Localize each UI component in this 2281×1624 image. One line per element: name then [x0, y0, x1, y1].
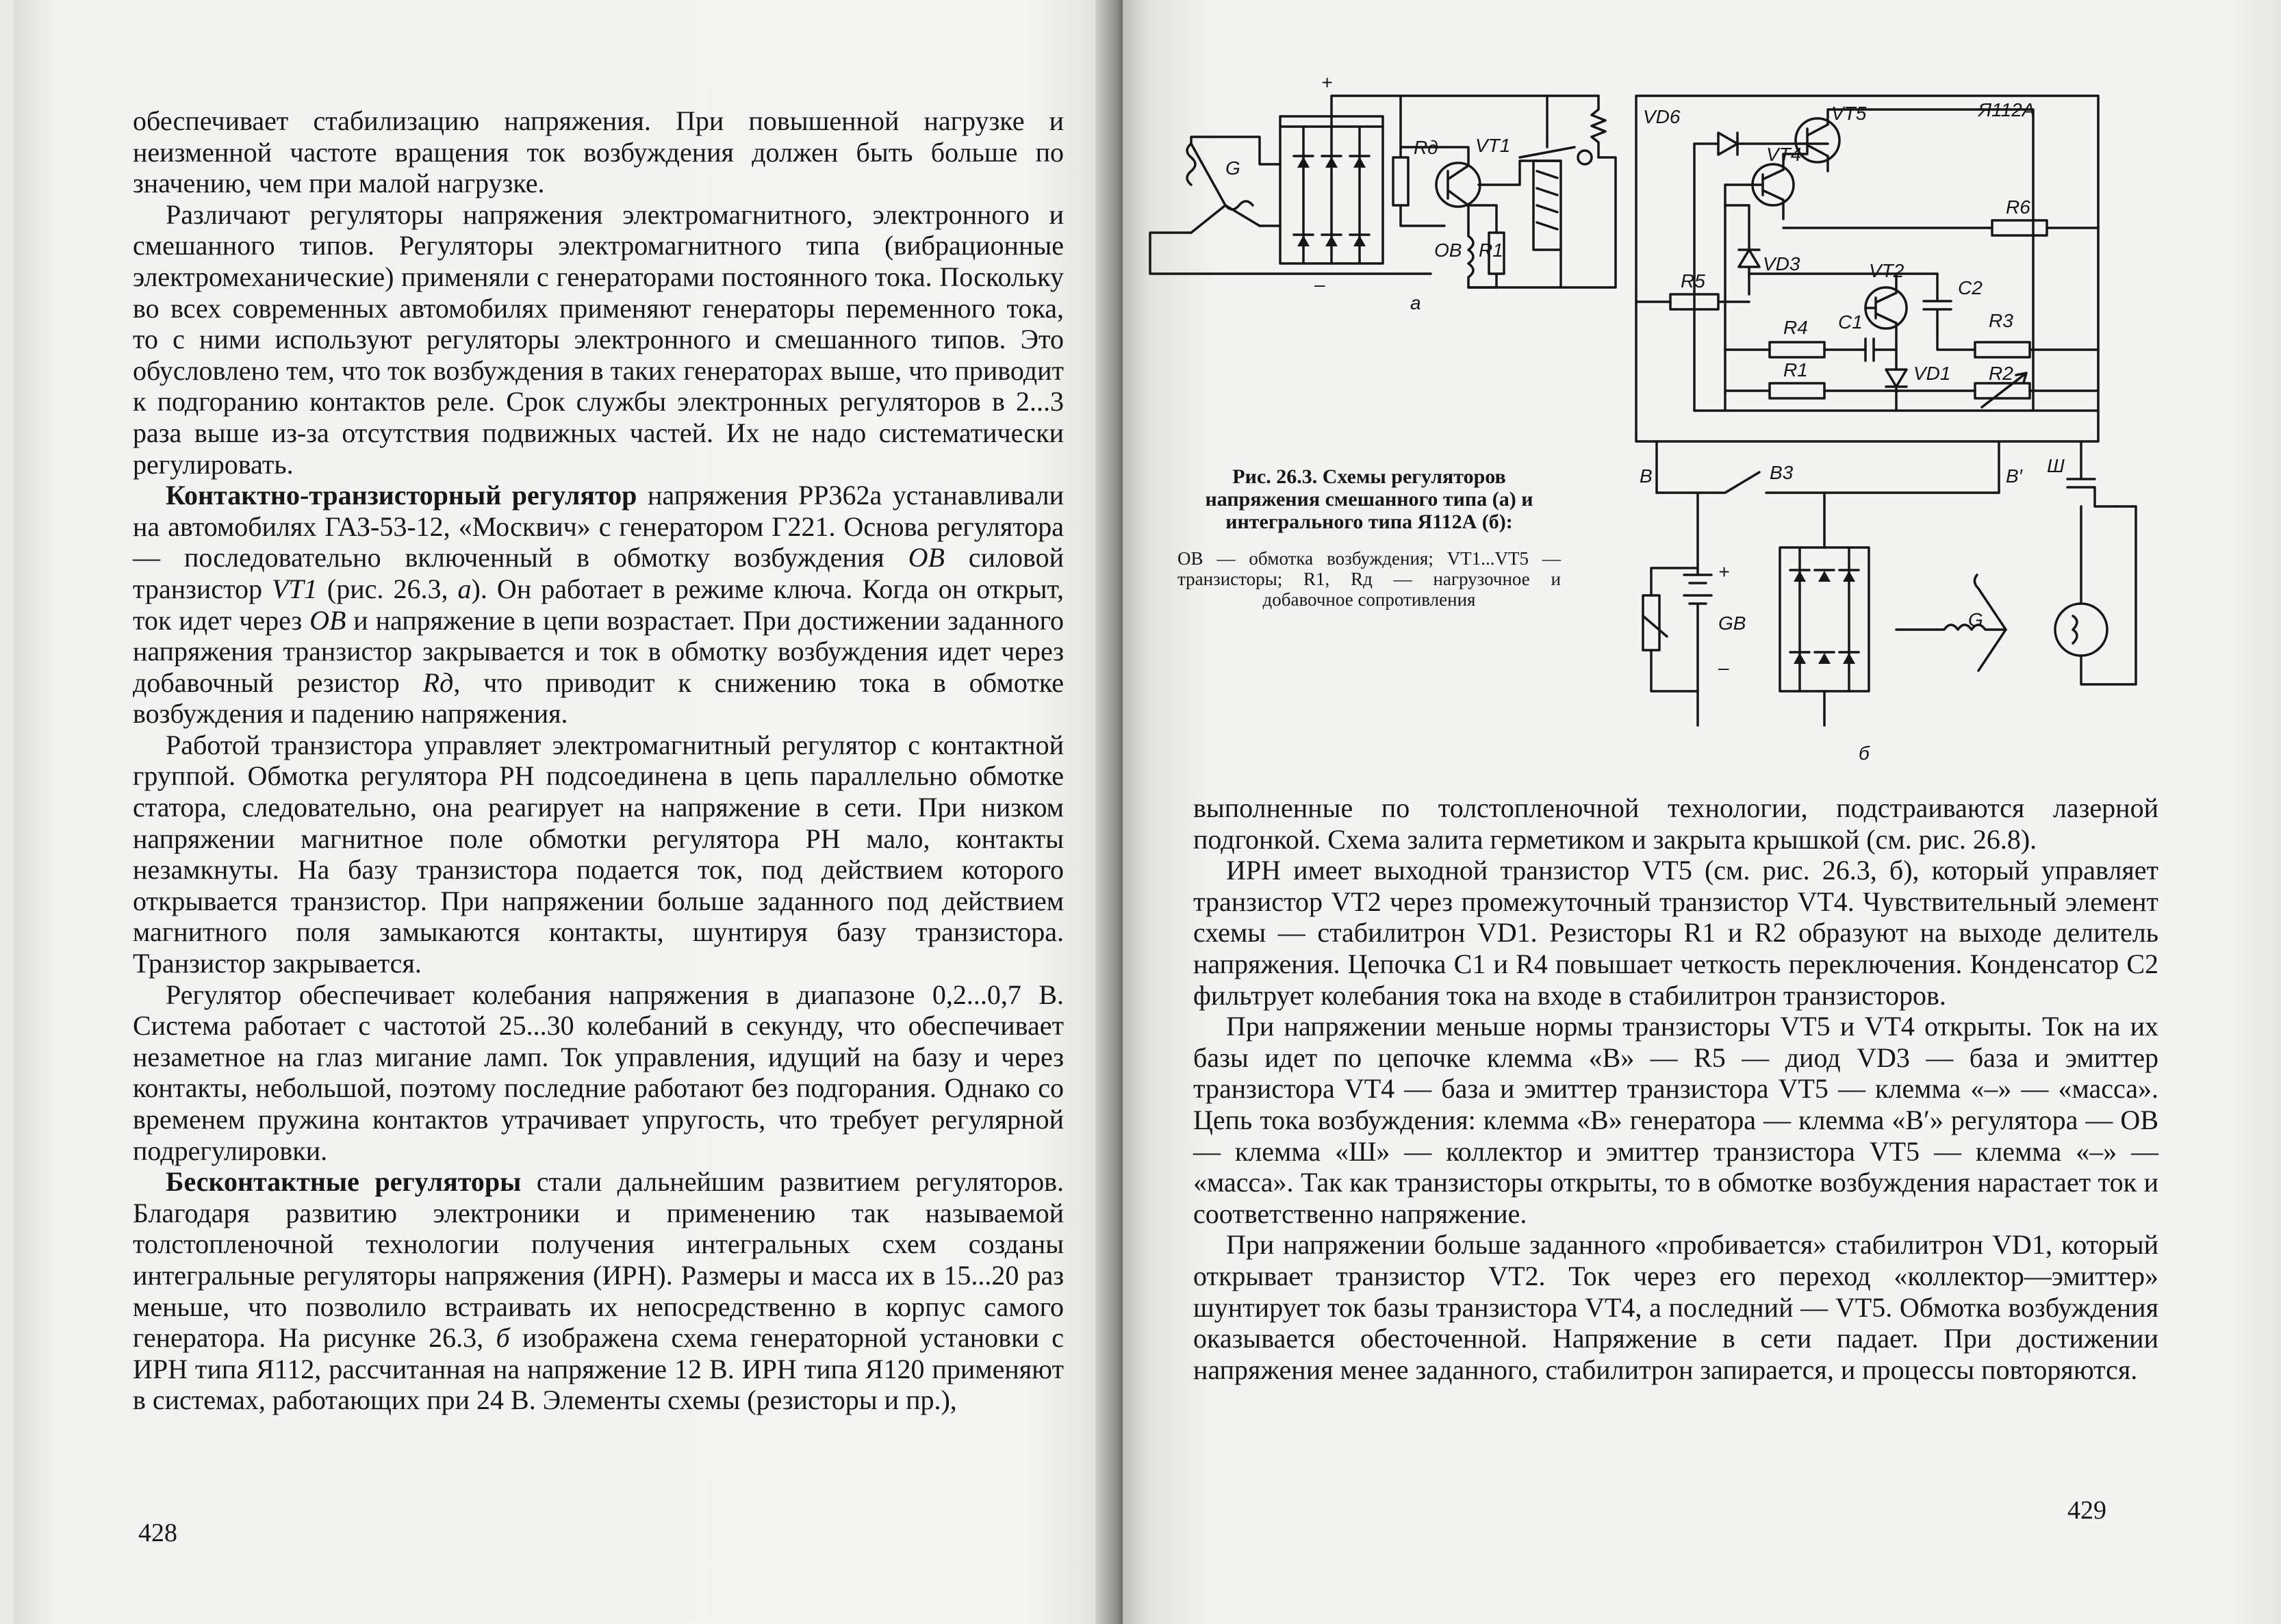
- paragraph-contactless-regulator: Бесконтактные регуляторы стали дальнейшим развитием регуляторов. Благодаря развитию электроники и применению так называемой толстопленочной технологии получения интегральных схем созданы интегральные регуляторы напряжения (ИРН). Размеры и масса их в 15...20 раз меньше, что позволило встраивать их непосредственно в корпус самого генератора. На рисунке 26.3, б изображена схема генераторной установки с ИРН типа Я112, рассчитанная на напряжение 12 В. ИРН типа Я120 применяют в системах, работающих при 24 В. Элементы схемы (резисторы и пр.),: [133, 1166, 1065, 1416]
- label-rd: Rд: [1414, 137, 1438, 158]
- page-number-left: 428: [138, 1519, 177, 1547]
- label-ob: ОВ: [1434, 240, 1462, 261]
- paragraph: Регулятор обеспечивает колебания напряжения в диапазоне 0,2...0,7 В. Система работает с частотой 25...30 колебаний в секунду, что обеспечивает незаметное на глаз мигание ламп. Ток управления, идущий на базу и через контакты, небольшой, поэтому последние работают без подгорания. Однако со временем пружина контактов утрачивает упругость, что требует регулярной подрегулировки.: [133, 979, 1064, 1166]
- label-r2: R2: [1989, 363, 2013, 384]
- label-figure-b: б: [1859, 743, 1870, 764]
- paragraph: При напряжении больше заданного «пробивается» стабилитрон VD1, который открывает транзистор VT2. Ток через его переход «коллектор—эмиттер» шунтирует ток базы транзистора VT4, а последний — VT5. Обмотка возбуждения оказывается обесточенной. Напряжение в сети падает. При достижении напряжения менее заданного, стабилитрон запирается, и процессы повторяются.: [1193, 1229, 2158, 1385]
- page-number-right: 429: [2067, 1496, 2106, 1525]
- paragraph: выполненные по толстопленочной технологии, подстраиваются лазерной подгонкой. Схема залита герметиком и закрыта крышкой (см. рис. 26.8).: [1193, 792, 2158, 855]
- label-r4: R4: [1783, 317, 1808, 338]
- figure-26-3: [1123, 0, 2281, 787]
- bold-term: Контактно-транзисторный регулятор: [166, 480, 637, 511]
- label-terminal-bprime: В′: [2006, 465, 2022, 487]
- label-r1-a: R1: [1479, 240, 1503, 261]
- left-page-text: [133, 105, 1064, 1416]
- label-r1-b: R1: [1783, 359, 1808, 381]
- label-terminal-b: В: [1640, 465, 1653, 487]
- label-gb: GB: [1718, 613, 1746, 634]
- figure-caption-title: Рис. 26.3. Схемы регуляторов напряжения смешанного типа (а) и интегрального типа Я112А (б):: [1205, 465, 1533, 533]
- label-figure-a: а: [1410, 292, 1421, 313]
- label-r5: R5: [1681, 270, 1705, 292]
- paragraph: ИРН имеет выходной транзистор VT5 (см. рис. 26.3, б), который управляет транзистор VT2 через промежуточный транзистор VT4. Чувствительный элемент схемы — стабилитрон VD1. Резисторы R1 и R2 образуют на выходе делитель напряжения. Цепочка C1 и R4 повышает четкость переключения. Конденсатор C2 фильтрует колебания тока на входе в стабилитрон транзисторов.: [1193, 855, 2158, 1011]
- label-ya112a: Я112А: [1978, 99, 2035, 120]
- label-vd1: VD1: [1913, 363, 1951, 384]
- label-vt1: VT1: [1475, 135, 1511, 156]
- paragraph: обеспечивает стабилизацию напряжения. При повышенной нагрузке и неизменной частоте вращения ток возбуждения должен быть больше по значению, чем при малой нагрузке.: [133, 105, 1064, 199]
- label-plus-b: +: [1718, 561, 1730, 582]
- label-vt4: VT4: [1766, 144, 1802, 165]
- label-vd3: VD3: [1763, 253, 1800, 274]
- left-page: [14, 0, 1116, 1624]
- label-r3: R3: [1989, 310, 2013, 331]
- paragraph-contact-regulator: Контактно-транзисторный регулятор напряжения РР362а устанавливали на автомобилях ГАЗ-53-12, «Москвич» с генератором Г221. Основа регулятора — последовательно включенный в обмотку возбуждения ОВ силовой транзистор VT1 (рис. 26.3, а). Он работает в режиме ключа. Когда он открыт, ток идет через ОВ и напряжение в цепи возрастает. При достижении заданного напряжения транзистор закрывается и ток в обмотку возбуждения идет через добавочный резистор Rд, что приводит к снижению тока в обмотке возбуждения и падению напряжения.: [133, 480, 1065, 730]
- label-c2: C2: [1958, 277, 1983, 298]
- label-plus-a: +: [1321, 72, 1333, 93]
- paragraph: При напряжении меньше нормы транзисторы VT5 и VT4 открыты. Ток на их базы идет по цепочке клемма «В» — R5 — диод VD3 — база и эмиттер транзистора VT4 — база и эмиттер транзистора VT5 — клемма «–» — «масса». Цепь тока возбуждения: клемма «В» генератора — клемма «В′» регулятора — ОВ — клемма «Ш» — коллектор и эмиттер транзистора VT5 — клемма «–» — «масса». Так как транзисторы открыты, то в обмотке возбуждения нарастает ток и соответственно напряжение.: [1193, 1011, 2158, 1229]
- paragraph: Различают регуляторы напряжения электромагнитного, электронного и смешанного типов. Регуляторы электромагнитного типа (вибрационные электромеханические) применяли с генераторами постоянного тока. Поскольку во всех современных автомобилях применяют генераторы переменного тока, то с ними используют регуляторы электронного и смешанного типов. Это обусловлено тем, что ток возбуждения в таких генераторах выше, что приводит к подгоранию контактов реле. Срок службы электронных регуляторов в 2...3 раза выше из-за отсутствия подвижных частей. Их не надо систематически регулировать.: [133, 198, 1064, 480]
- figure-caption-legend: ОВ — обмотка возбуждения; VT1...VT5 — транзисторы; R1, Rд — нагрузочное и добавочное сопротивления: [1177, 548, 1561, 610]
- figure-caption: [1177, 465, 1561, 610]
- bold-term: Бесконтактные регуляторы: [166, 1166, 522, 1198]
- label-vt2: VT2: [1869, 260, 1904, 281]
- label-r6: R6: [2006, 196, 2030, 218]
- label-b3: В3: [1770, 462, 1794, 483]
- label-vt5: VT5: [1831, 103, 1867, 124]
- right-page-text: [1193, 792, 2158, 1385]
- label-minus-a: –: [1314, 274, 1325, 295]
- label-terminal-sh: Ш: [2047, 455, 2065, 476]
- label-c1: C1: [1838, 311, 1863, 333]
- right-page: [1123, 0, 2281, 1624]
- label-minus-b: –: [1718, 657, 1729, 678]
- schematic-b: [1636, 96, 2136, 725]
- paragraph: Работой транзистора управляет электромагнитный регулятор с контактной группой. Обмотка регулятора РН подсоединена в цепь параллельно обмотке статора, следовательно, она реагирует на напряжение в сети. При низком напряжении магнитное поле обмотки регулятора РН мало, контакты незамкнуты. На базу транзистора подается ток, под действием которого открывается транзистор. При напряжении больше заданного под действием магнитного поля замыкаются контакты, шунтируя базу транзистора. Транзистор закрывается.: [133, 729, 1064, 979]
- label-g-b: G: [1968, 609, 1983, 630]
- label-vd6: VD6: [1643, 106, 1681, 127]
- schematic-a: [1150, 96, 1616, 287]
- label-g-a: G: [1225, 157, 1240, 179]
